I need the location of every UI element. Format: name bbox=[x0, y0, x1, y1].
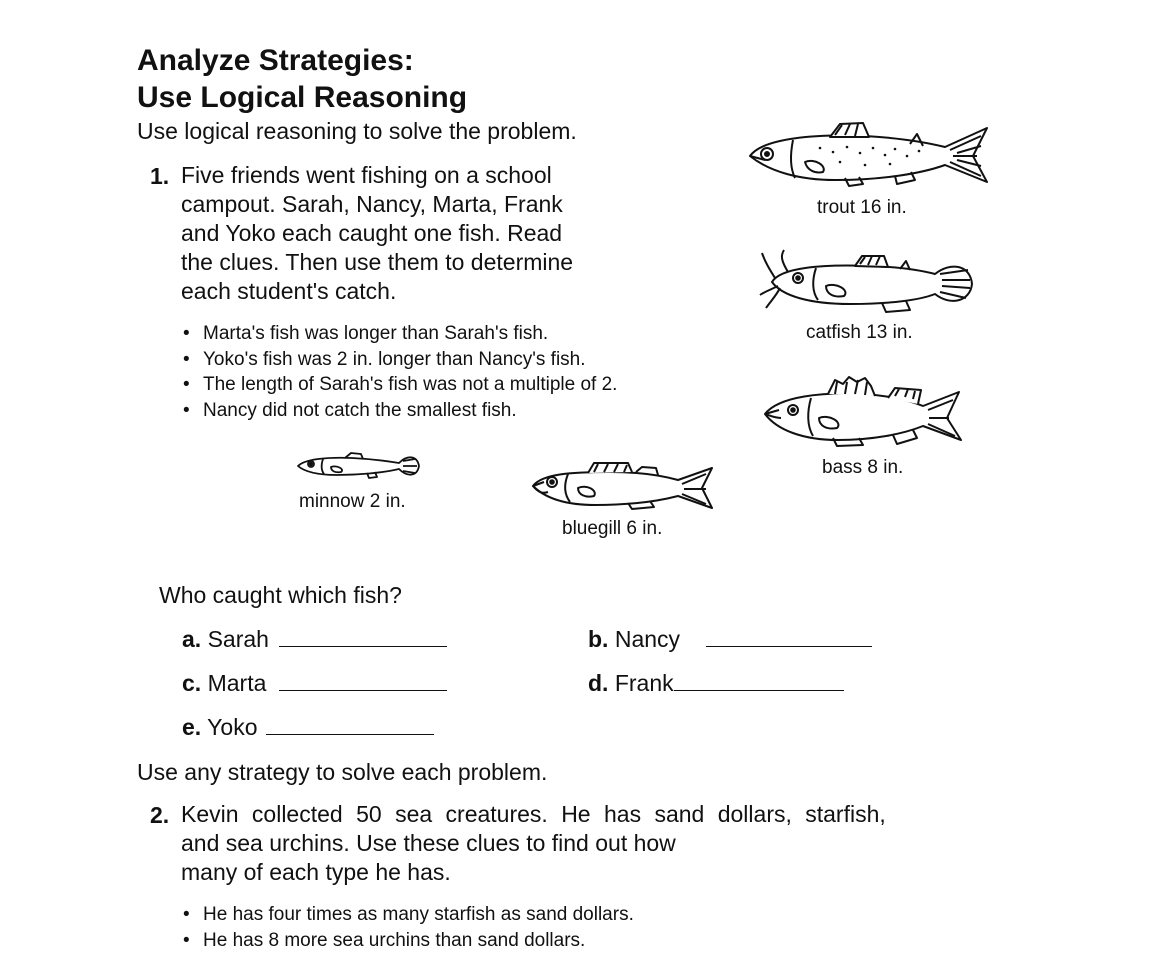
answer-c-blank[interactable] bbox=[279, 689, 447, 691]
question-who-caught: Who caught which fish? bbox=[159, 582, 402, 608]
answer-c-name: Marta bbox=[207, 670, 267, 696]
problem-1-number: 1. bbox=[150, 163, 170, 189]
answer-c-letter: c. bbox=[182, 670, 202, 696]
answer-e-letter: e. bbox=[182, 714, 202, 740]
answer-b-blank[interactable] bbox=[706, 645, 872, 647]
trout-label: trout 16 in. bbox=[817, 197, 907, 218]
problem-1-text-line: and Yoko each caught one fish. Read bbox=[181, 220, 563, 246]
answer-b bbox=[588, 626, 872, 653]
clue-item: • Yoko's fish was 2 in. longer than Nancy's fish. bbox=[183, 347, 617, 373]
clue-item: • Marta's fish was longer than Sarah's fish. bbox=[183, 321, 617, 347]
answer-b-name: Nancy bbox=[614, 626, 681, 652]
clue-item: • He has 8 more sea urchins than sand dollars. bbox=[183, 928, 634, 954]
answer-a-blank[interactable] bbox=[279, 645, 447, 647]
problem-2-number: 2. bbox=[150, 802, 170, 828]
answer-c bbox=[182, 670, 447, 697]
clue-item: • The length of Sarah's fish was not a multiple of 2. bbox=[183, 372, 617, 398]
minnow-label: minnow 2 in. bbox=[299, 491, 406, 512]
answer-b-letter: b. bbox=[588, 626, 609, 652]
problem-2-text-line: and sea urchins. Use these clues to find out how bbox=[181, 830, 676, 856]
bluegill-label: bluegill 6 in. bbox=[562, 518, 663, 539]
answer-a-letter: a. bbox=[182, 626, 202, 652]
answer-a-name: Sarah bbox=[207, 626, 269, 652]
clue-item: • Nancy did not catch the smallest fish. bbox=[183, 398, 617, 424]
problem-1-clue-list bbox=[183, 321, 617, 423]
bluegill-illustration bbox=[530, 462, 715, 510]
answer-e bbox=[182, 714, 434, 741]
answer-d-name: Frank bbox=[614, 670, 674, 696]
bass-label: bass 8 in. bbox=[822, 457, 904, 478]
problem-2-text bbox=[181, 800, 886, 887]
instruction-logical-reasoning: Use logical reasoning to solve the problem. bbox=[137, 118, 577, 144]
answer-d bbox=[588, 670, 844, 697]
answer-e-name: Yoko bbox=[207, 714, 258, 740]
answer-d-blank[interactable] bbox=[674, 689, 844, 691]
instruction-any-strategy: Use any strategy to solve each problem. bbox=[137, 759, 548, 785]
answer-d-letter: d. bbox=[588, 670, 609, 696]
problem-2-text-line: Kevin collected 50 sea creatures. He has sand dollars, starfish, bbox=[181, 801, 886, 827]
clue-item: • He has four times as many starfish as sand dollars. bbox=[183, 902, 634, 928]
problem-2-text-line: many of each type he has. bbox=[181, 859, 451, 885]
problem-1-text-line: each student's catch. bbox=[181, 278, 397, 304]
answer-a bbox=[182, 626, 447, 653]
problem-1-text bbox=[181, 161, 573, 306]
problem-2-clue-list bbox=[183, 902, 634, 953]
problem-1-text-line: the clues. Then use them to determine bbox=[181, 249, 574, 275]
problem-1-text-line: campout. Sarah, Nancy, Marta, Frank bbox=[181, 191, 563, 217]
bass-illustration bbox=[763, 376, 963, 448]
answer-e-blank[interactable] bbox=[266, 733, 434, 735]
trout-fish-illustration bbox=[745, 120, 990, 188]
page-title-line2: Use Logical Reasoning bbox=[137, 81, 468, 114]
page-title-line1: Analyze Strategies: bbox=[137, 44, 414, 77]
problem-1-text-line: Five friends went fishing on a school bbox=[181, 162, 552, 188]
catfish-illustration bbox=[760, 250, 975, 318]
minnow-illustration bbox=[297, 451, 422, 481]
catfish-label: catfish 13 in. bbox=[806, 322, 913, 343]
